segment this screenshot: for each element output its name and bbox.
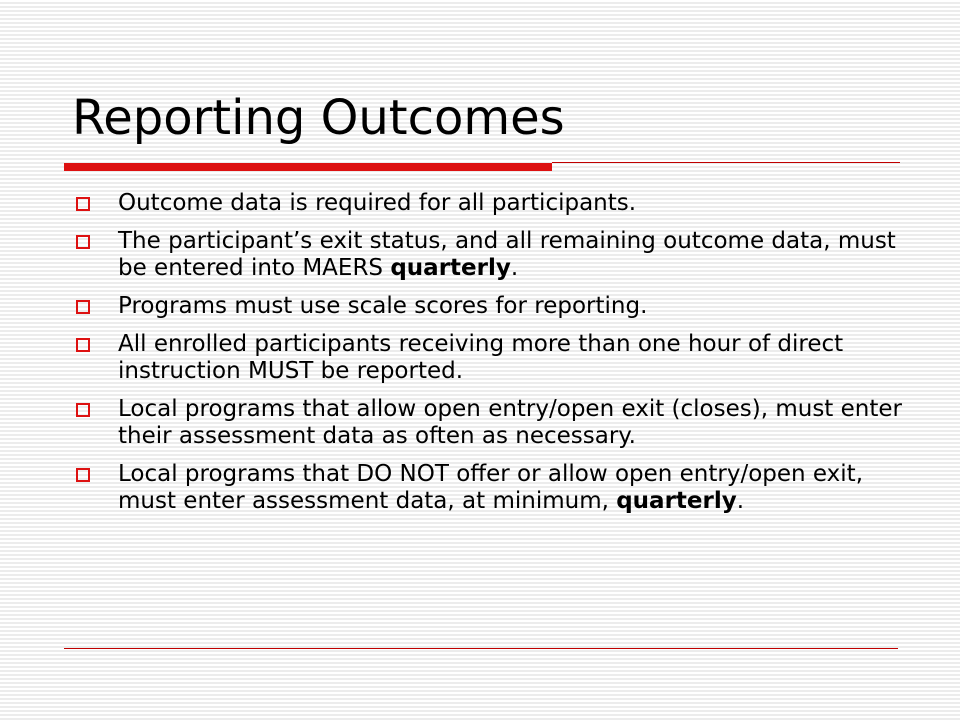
bullet-list: [74, 190, 904, 526]
bullet-text: Programs must use scale scores for reporting.: [118, 293, 648, 319]
hollow-square-bullet-icon: [76, 338, 90, 352]
bullet-text: Outcome data is required for all participants.: [118, 190, 637, 216]
hollow-square-bullet-icon: [76, 235, 90, 249]
bullet-text: Local programs that DO NOT offer or allow open entry/open exit, must enter assessment data, at minimum,: [118, 461, 864, 514]
bullet-item: [74, 461, 904, 515]
bullet-emphasis: quarterly: [390, 255, 511, 281]
bullet-punctuation: .: [736, 488, 745, 514]
bullet-text: Local programs that allow open entry/open exit (closes), must enter their assessment data as often as necessary.: [118, 396, 902, 449]
hollow-square-bullet-icon: [76, 468, 90, 482]
hollow-square-bullet-icon: [76, 300, 90, 314]
bullet-item: [74, 293, 904, 320]
bullet-item: [74, 190, 904, 217]
title-thin-rule: [552, 162, 900, 163]
title-accent-bar: [64, 163, 552, 171]
footer-thin-rule: [64, 648, 898, 649]
bullet-item: [74, 228, 904, 282]
bullet-item: [74, 331, 904, 385]
bullet-punctuation: .: [510, 255, 519, 281]
hollow-square-bullet-icon: [76, 403, 90, 417]
bullet-text: All enrolled participants receiving more than one hour of direct instruction MUST be reported.: [118, 331, 844, 384]
bullet-item: [74, 396, 904, 450]
bullet-text: The participant’s exit status, and all remaining outcome data, must be entered into MAERS: [118, 228, 896, 281]
bullet-emphasis: quarterly: [616, 488, 737, 514]
hollow-square-bullet-icon: [76, 197, 90, 211]
slide-title: Reporting Outcomes: [72, 90, 565, 146]
